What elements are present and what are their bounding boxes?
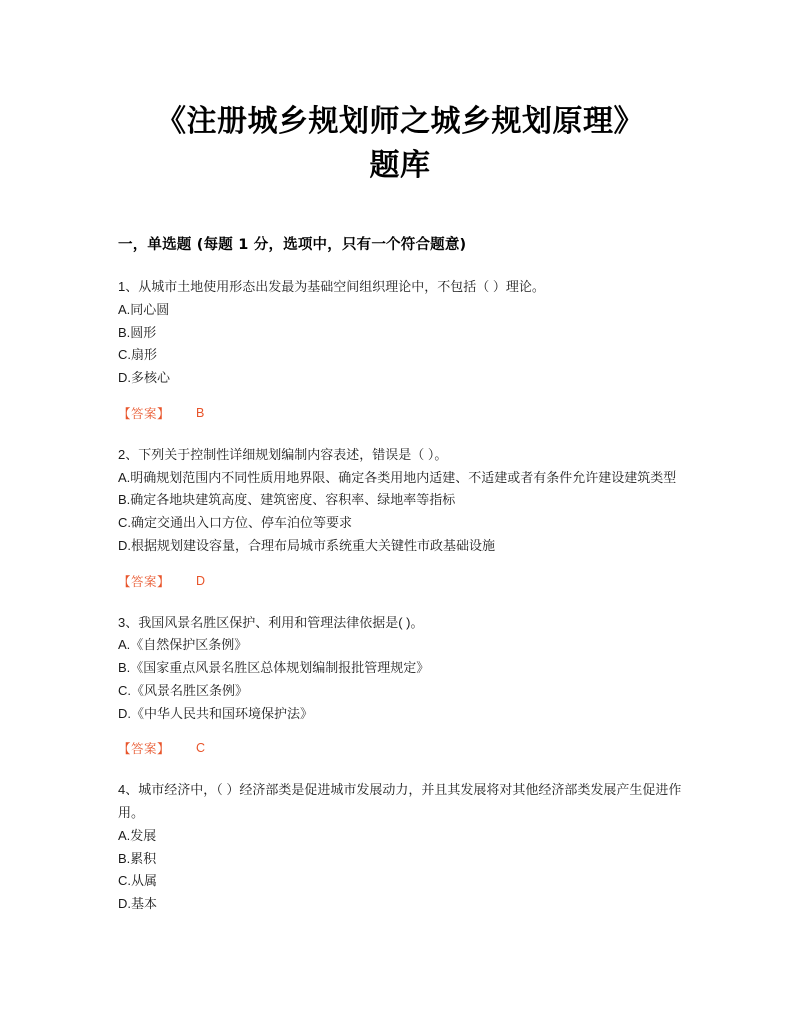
answer-value: C (196, 741, 206, 756)
question-stem: 1、从城市土地使用形态出发最为基础空间组织理论中，不包括（ ）理论。 (118, 279, 545, 294)
question-option: D.《中华人民共和国环境保护法》 (118, 705, 314, 721)
question-option: A.《自然保护区条例》 (118, 637, 248, 653)
question-option: C.扇形 (118, 347, 158, 363)
page-title-line-1: 《注册城乡规划师之城乡规划原理》 (156, 104, 644, 139)
question-block (118, 612, 682, 758)
question-option: A.发展 (118, 827, 157, 843)
answer-label: 【答案】 (118, 742, 171, 757)
answer-row (118, 404, 682, 422)
answer-row (118, 572, 682, 590)
question-block (118, 779, 682, 916)
question-block (118, 276, 682, 422)
question-option: B.确定各地块建筑高度、建筑密度、容积率、绿地率等指标 (118, 492, 456, 508)
question-option: B.《国家重点风景名胜区总体规划编制报批管理规定》 (118, 660, 430, 675)
answer-label: 【答案】 (118, 406, 171, 421)
question-stem: 3、我国风景名胜区保护、利用和管理法律依据是( )。 (118, 614, 424, 630)
question-option: A.明确规划范围内不同性质用地界限、确定各类用地内适建、不适建或者有条件允许建设建筑类型 (118, 469, 677, 485)
section-heading: 一，单选题 (每题 1 分，选项中，只有一个符合题意) (118, 237, 467, 253)
question-stem: 4、城市经济中，（ ）经济部类是促进城市发展动力，并且其发展将对其他经济部类发展产生促进作用。 (118, 782, 682, 820)
question-block (118, 444, 682, 590)
question-option: D.基本 (118, 896, 158, 911)
answer-row (118, 739, 682, 757)
question-option: C.从属 (118, 873, 158, 889)
question-stem: 2、下列关于控制性详细规划编制内容表述，错误是（ ）。 (118, 446, 448, 462)
question-option: C.确定交通出入口方位、停车泊位等要求 (118, 515, 353, 530)
question-option: B.累积 (118, 850, 157, 866)
question-option: C.《风景名胜区条例》 (118, 682, 249, 698)
page-title-line-2: 题库 (369, 147, 431, 183)
answer-label: 【答案】 (118, 574, 171, 589)
page-title (118, 100, 682, 187)
question-option: D.多核心 (118, 370, 171, 385)
question-option: A.同心圆 (118, 301, 170, 317)
answer-value: B (196, 405, 205, 420)
answer-value: D (196, 573, 206, 588)
question-option: D.根据规划建设容量，合理布局城市系统重大关键性市政基础设施 (118, 537, 496, 553)
question-option: B.圆形 (118, 324, 157, 340)
